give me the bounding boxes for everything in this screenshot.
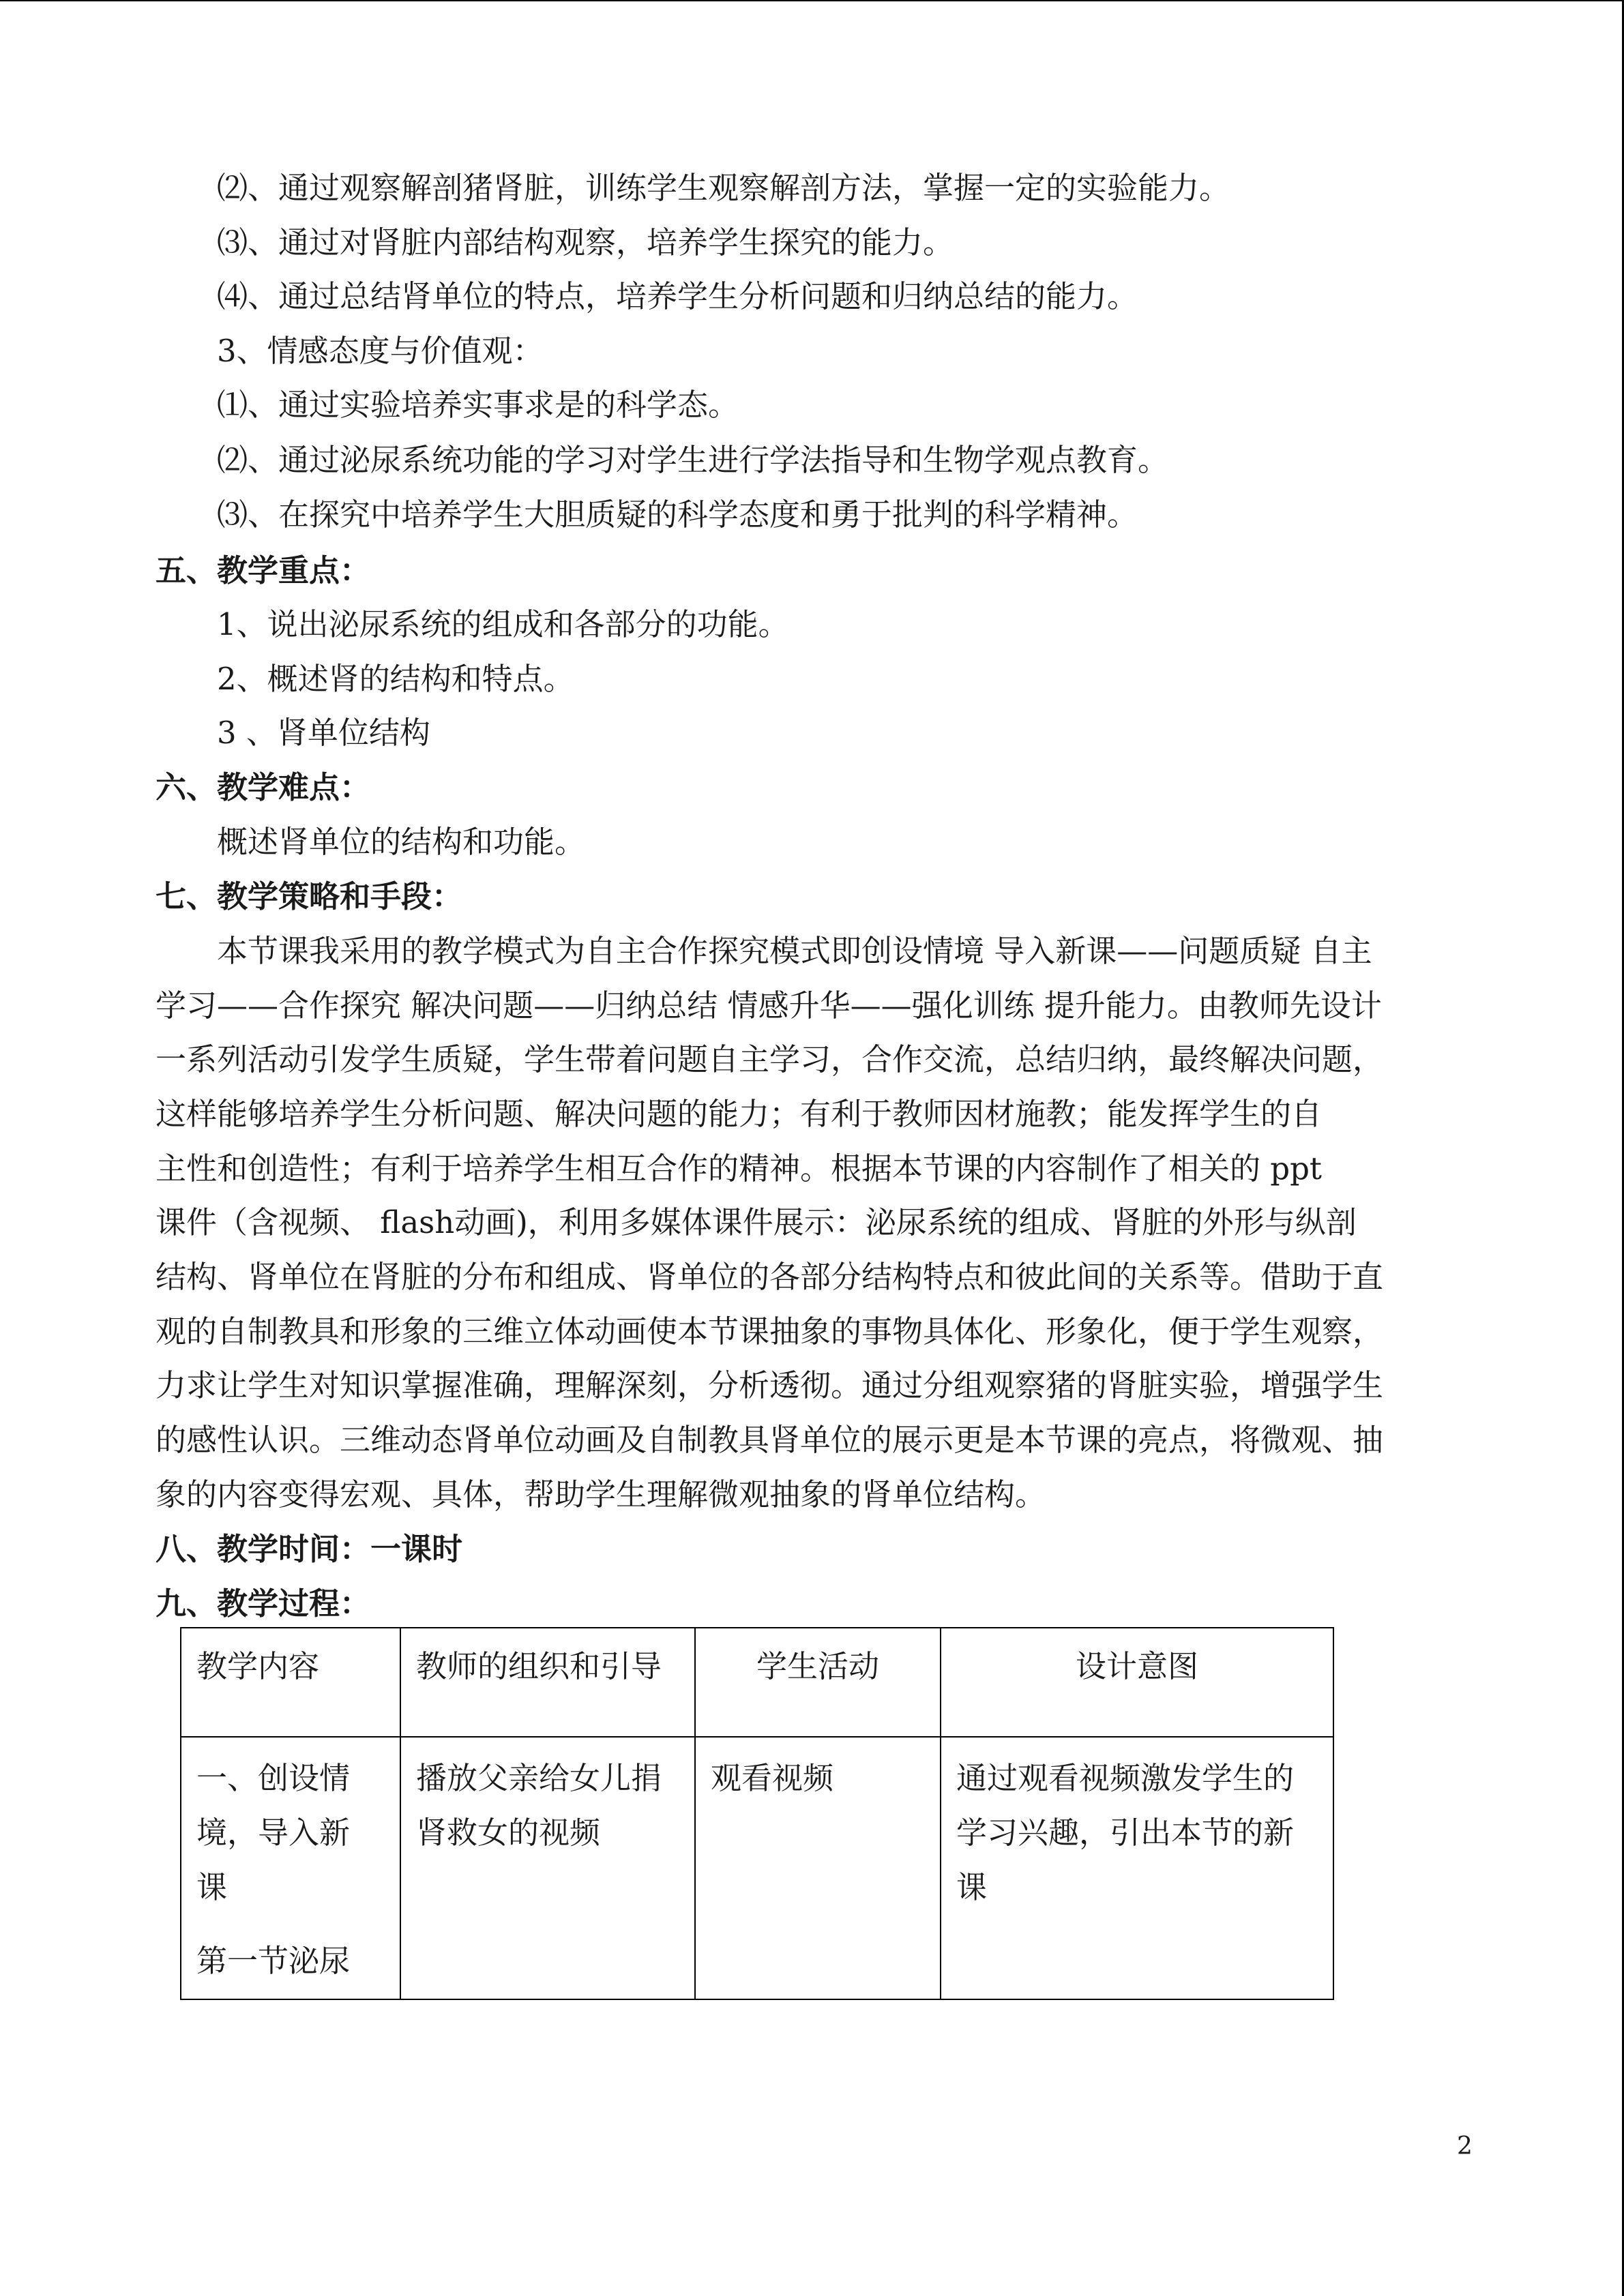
section-heading-time: 八、教学时间：一课时 [156,1531,463,1567]
cell-line: 课 [956,1869,988,1905]
key-point-item: 2、概述肾的结构和特点。 [217,661,574,697]
section-heading-difficulties: 六、教学难点： [156,769,371,805]
objective-line: ⑴、通过实验培养实事求是的科学态。 [217,387,739,423]
cell-line: 观看视频 [711,1760,834,1796]
header-content: 教学内容 [181,1628,400,1737]
cell-line: 课 [196,1869,228,1905]
cell-design [941,1737,1333,1999]
objective-line: ⑷、通过总结肾单位的特点，培养学生分析问题和归纳总结的能力。 [217,278,1138,314]
objective-line: ⑶、通过对肾脏内部结构观察，培养学生探究的能力。 [217,224,954,260]
cell-line: 播放父亲给女儿捐 [416,1760,662,1796]
difficulty-item: 概述肾单位的结构和功能。 [217,824,586,860]
cell-student [695,1737,941,1999]
objective-line: ⑶、在探究中培养学生大胆质疑的科学态度和勇于批判的科学精神。 [217,496,1138,533]
page-number: 2 [1457,2132,1473,2160]
cell-line: 第一节泌尿 [196,1943,351,1979]
key-point-item: 3 、肾单位结构 [217,715,430,751]
table-header-row [181,1628,1333,1737]
teaching-process-table [180,1627,1334,2000]
strategy-paragraph-line: 的感性认识。三维动态肾单位动画及自制教具肾单位的展示更是本节课的亮点，将微观、抽 [156,1422,1384,1458]
strategy-paragraph-line: 主性和创造性；有利于培养学生相互合作的精神。根据本节课的内容制作了相关的 ppt [156,1150,1323,1187]
key-point-item: 1、说出泌尿系统的组成和各部分的功能。 [217,606,789,642]
strategy-paragraph-line: 结构、肾单位在肾脏的分布和组成、肾单位的各部分结构特点和彼此间的关系等。借助于直 [156,1259,1384,1295]
strategy-paragraph-line: 象的内容变得宏观、具体，帮助学生理解微观抽象的肾单位结构。 [156,1476,1046,1512]
table-row [181,1737,1333,1999]
section-heading-strategy: 七、教学策略和手段： [156,878,463,914]
objective-line: ⑵、通过泌尿系统功能的学习对学生进行学法指导和生物学观点教育。 [217,442,1169,478]
strategy-paragraph-line: 力求让学生对知识掌握准确，理解深刻，分析透彻。通过分组观察猪的肾脏实验，增强学生 [156,1367,1384,1403]
cell-content [181,1737,400,1999]
strategy-paragraph-line: 观的自制教具和形象的三维立体动画使本节课抽象的事物具体化、形象化，便于学生观察， [156,1313,1384,1350]
header-student: 学生活动 [695,1628,941,1737]
objective-line: ⑵、通过观察解剖猪肾脏，训练学生观察解剖方法，掌握一定的实验能力。 [217,170,1230,206]
header-design: 设计意图 [941,1628,1333,1737]
strategy-paragraph-line: 本节课我采用的教学模式为自主合作探究模式即创设情境 导入新课——问题质疑 自主 [217,933,1372,969]
strategy-paragraph-line: 学习——合作探究 解决问题——归纳总结 情感升华——强化训练 提升能力。由教师先设计 [156,987,1382,1024]
cell-teacher [400,1737,695,1999]
section-heading-process: 九、教学过程： [156,1585,371,1622]
section-heading-key-points: 五、教学重点： [156,552,371,588]
cell-line: 境，导入新 [196,1815,351,1851]
header-teacher: 教师的组织和引导 [400,1628,695,1737]
strategy-paragraph-line: 一系列活动引发学生质疑，学生带着问题自主学习，合作交流，总结归纳，最终解决问题， [156,1041,1384,1077]
objective-subheading: 3、情感态度与价值观： [217,333,544,369]
cell-line: 肾救女的视频 [416,1815,601,1851]
page-top-border [0,0,1624,1]
strategy-paragraph-line: 这样能够培养学生分析问题、解决问题的能力；有利于教师因材施教；能发挥学生的自 [156,1096,1323,1132]
cell-line: 通过观看视频激发学生的 [956,1760,1295,1796]
cell-line: 学习兴趣，引出本节的新 [956,1815,1295,1851]
cell-line: 一、创设情 [196,1760,351,1796]
strategy-paragraph-line: 课件（含视频、 flash动画)，利用多媒体课件展示：泌尿系统的组成、肾脏的外形与纵剖 [156,1204,1357,1240]
